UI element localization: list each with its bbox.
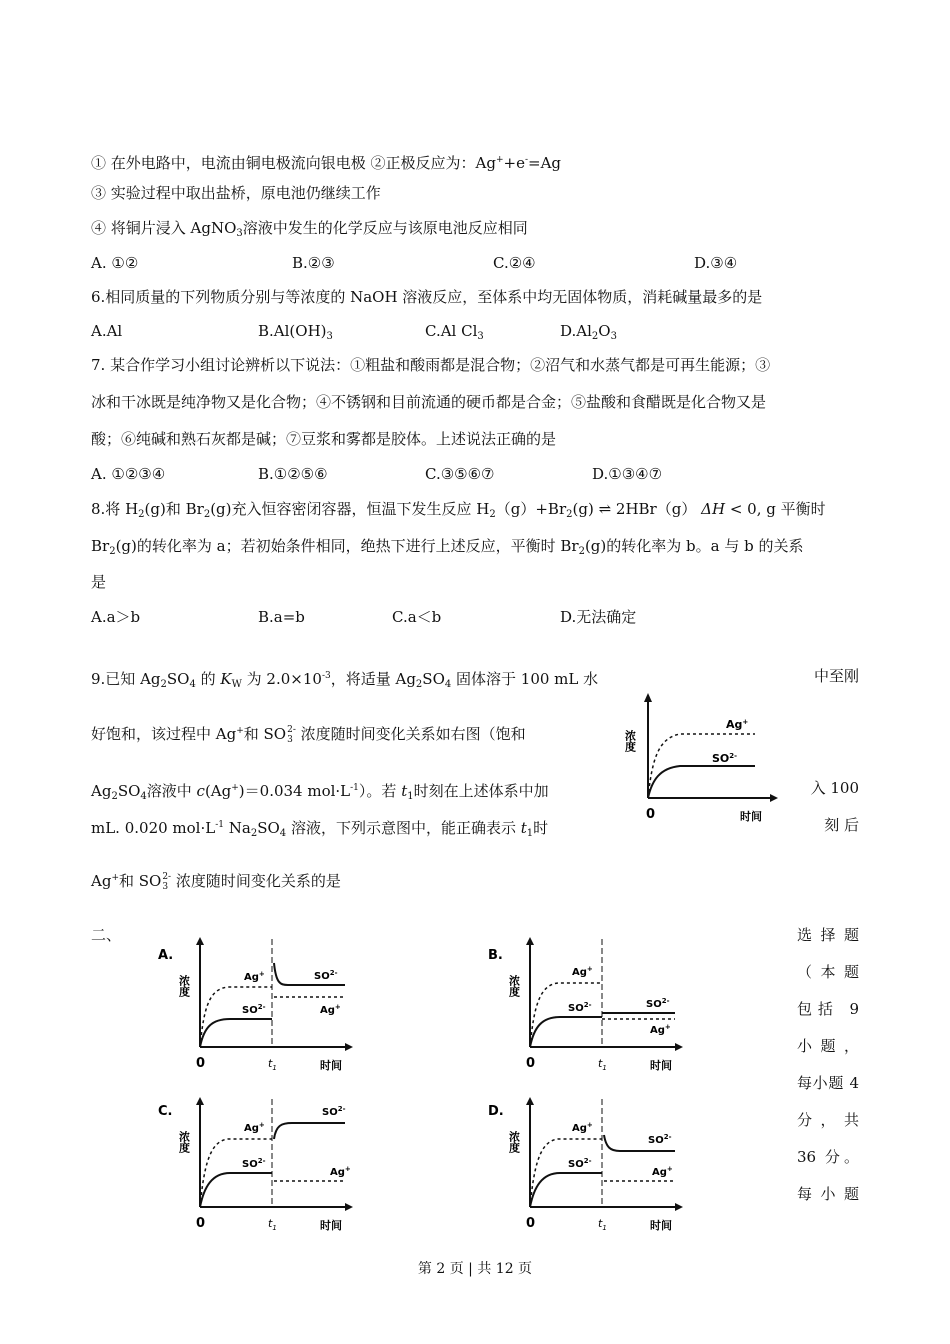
q6-option-d[interactable]: $D.Al_2O_3$ (560, 322, 617, 342)
option-graph-b[interactable] (488, 937, 683, 1072)
q9-reference-graph (620, 690, 780, 825)
origin-label: 0 (646, 807, 656, 822)
svg-text:Ag+: Ag+ (652, 1165, 673, 1178)
svg-text:浓度: 浓度 (177, 1131, 191, 1153)
q5-item3: ③ 实验过程中取出盐桥，原电池仍继续工作 (91, 184, 381, 202)
q5-option-c[interactable]: C.②④ (493, 254, 536, 272)
q8-option-d[interactable]: D.无法确定 (560, 608, 637, 626)
svg-text:浓度: 浓度 (177, 975, 191, 997)
q9-line3: $Ag_2SO_4$溶液中 c(Ag+)＝0.034 $mol\cdot L^{-1}$）。若 $t_1$时刻在上述体系中加 (91, 782, 549, 802)
section-side-text: 选择题 （本题 包括 9 小题， 每小题 4 分，共 36 分。 每小题 (797, 926, 859, 1203)
svg-text:Ag+: Ag+ (320, 1003, 341, 1016)
q9-line5: Ag+和 SO2- 3 浓度随时间变化关系的是 (91, 872, 341, 892)
svg-text:D.: D. (488, 1104, 504, 1119)
svg-text:Ag+: Ag+ (244, 1121, 265, 1134)
q7-line1: 7. 某合作学习小组讨论辨析以下说法：①粗盐和酸雨都是混合物；②沼气和水蒸气都是可再生能源；③ (91, 356, 771, 374)
q8-option-b[interactable]: B.a=b (258, 608, 305, 626)
svg-text:0: 0 (526, 1216, 536, 1231)
q6-option-c[interactable]: C.Al $Cl_3$ (425, 322, 484, 342)
svg-text:浓度: 浓度 (507, 975, 521, 997)
q6-stem: 6.相同质量的下列物质分别与等浓度的 NaOH 溶液反应，至体系中均无固体物质，消耗碱量最多的是 (91, 288, 763, 306)
option-graph-c[interactable] (158, 1097, 353, 1232)
q9-line1-right: 中至刚 (813, 667, 859, 685)
svg-text:0: 0 (196, 1056, 206, 1071)
svg-text:浓度: 浓度 (507, 1131, 521, 1153)
q6-option-a[interactable]: A.Al (91, 322, 123, 340)
svg-text:SO2-: $SO^{2-}$ (568, 1001, 592, 1014)
svg-text:t1: $t_1$ (598, 1057, 607, 1072)
svg-text:C.: C. (158, 1104, 173, 1119)
option-graphs (150, 935, 730, 1235)
svg-text:Ag+: Ag+ (572, 1121, 593, 1134)
svg-text:Ag+: Ag+ (650, 1023, 671, 1036)
q5-item1: ① 在外电路中，电流由铜电极流向银电极 ②正极反应为：Ag++e-=Ag (91, 154, 562, 172)
svg-text:时间: 时间 (320, 1219, 342, 1232)
q8-option-a[interactable]: A.a＞b (91, 608, 141, 626)
svg-text:SO2-: $SO^{2-}$ (712, 752, 738, 765)
svg-text:A.: A. (158, 948, 174, 963)
q5-option-a[interactable]: A. ①② (91, 254, 139, 272)
y-axis-label-1: 浓度 (623, 730, 637, 752)
section-marker: 二、 (91, 926, 122, 944)
q8-option-c[interactable]: C.a＜b (392, 608, 442, 626)
svg-text:Ag+: Ag+ (572, 965, 593, 978)
svg-text:t1: $t_1$ (268, 1217, 277, 1232)
svg-text:Ag+: Ag+ (244, 970, 265, 983)
svg-text:SO2-: $SO^{2-}$ (242, 1003, 266, 1016)
svg-text:时间: 时间 (650, 1219, 672, 1232)
q9-line2: 好饱和，该过程中 Ag+和 SO2- 3 浓度随时间变化关系如右图（饱和 (91, 725, 526, 745)
option-graph-d[interactable] (488, 1097, 683, 1232)
svg-text:0: 0 (526, 1056, 536, 1071)
page-footer: 第 2 页 | 共 12 页 (417, 1261, 533, 1277)
q5-option-d[interactable]: D.③④ (694, 254, 738, 272)
svg-text:Ag+: Ag+ (726, 718, 749, 731)
svg-text:时间: 时间 (320, 1059, 342, 1072)
q7-option-a[interactable]: A. ①②③④ (91, 465, 166, 483)
svg-text:SO2-: $SO^{2-}$ (242, 1157, 266, 1170)
q5-option-b[interactable]: B.②③ (292, 254, 335, 272)
q9-line3-right: 入 100 (810, 779, 859, 797)
svg-text:SO2-: $SO^{2-}$ (568, 1157, 592, 1170)
q7-option-d[interactable]: D.①③④⑦ (592, 465, 663, 483)
svg-text:SO2-: $SO^{2-}$ (648, 1133, 672, 1146)
svg-text:0: 0 (196, 1216, 206, 1231)
svg-text:t1: $t_1$ (598, 1217, 607, 1232)
q9-line4-right: 刻 后 (824, 816, 859, 834)
svg-text:Ag+: Ag+ (330, 1165, 351, 1178)
q7-line3: 酸；⑥纯碱和熟石灰都是碱；⑦豆浆和雾都是胶体。上述说法正确的是 (91, 430, 557, 448)
q8-line1: 8.将 $H_2(g)$和 $Br_2(g)$充入恒容密闭容器，恒温下发生反应 $H_2(g)+Br_2(g)$ ⇌ 2HBr（g） ΔH < 0, g 平衡时 (91, 500, 826, 520)
q7-option-b[interactable]: B.①②⑤⑥ (258, 465, 328, 483)
q5-item4: ④ 将铜片浸入 AgNO$_3$溶液中发生的化学反应与该原电池反应相同 (91, 219, 528, 239)
svg-text:B.: B. (488, 948, 503, 963)
q9-line4: mL. 0.020 $mol\cdot L^{-1}$ $Na_2SO_4$ 溶液，下列示意图中，能正确表示 $t_1$时 (91, 819, 549, 839)
q8-line3: 是 (91, 573, 107, 591)
option-graph-a[interactable] (158, 937, 353, 1072)
q8-line2: $Br_2(g)$的转化率为 a；若初始条件相同，绝热下进行上述反应，平衡时 $Br_2(g)$的转化率为 b。a 与 b 的关系 (91, 537, 804, 557)
svg-text:SO2-: $SO^{2-}$ (646, 997, 670, 1010)
q7-option-c[interactable]: C.③⑤⑥⑦ (425, 465, 495, 483)
q6-option-b[interactable]: $B.Al(OH)_3$ (258, 322, 333, 342)
x-axis-label: 时间 (740, 810, 762, 823)
q7-line2: 冰和干冰既是纯净物又是化合物；④不锈钢和目前流通的硬币都是合金；⑤盐酸和食醋既是化合物又是 (91, 393, 767, 411)
svg-text:SO2-: $SO^{2-}$ (314, 969, 338, 982)
svg-text:t1: $t_1$ (268, 1057, 277, 1072)
q9-line1: 9.已知 $Ag_2SO_4$ 的 $K_W$ 为 $2.0\times 10^{-3}$，将适量 $Ag_2SO_4$ 固体溶于 100 mL 水 (91, 670, 599, 690)
svg-text:时间: 时间 (650, 1059, 672, 1072)
svg-text:SO2-: $SO^{2-}$ (322, 1105, 346, 1118)
